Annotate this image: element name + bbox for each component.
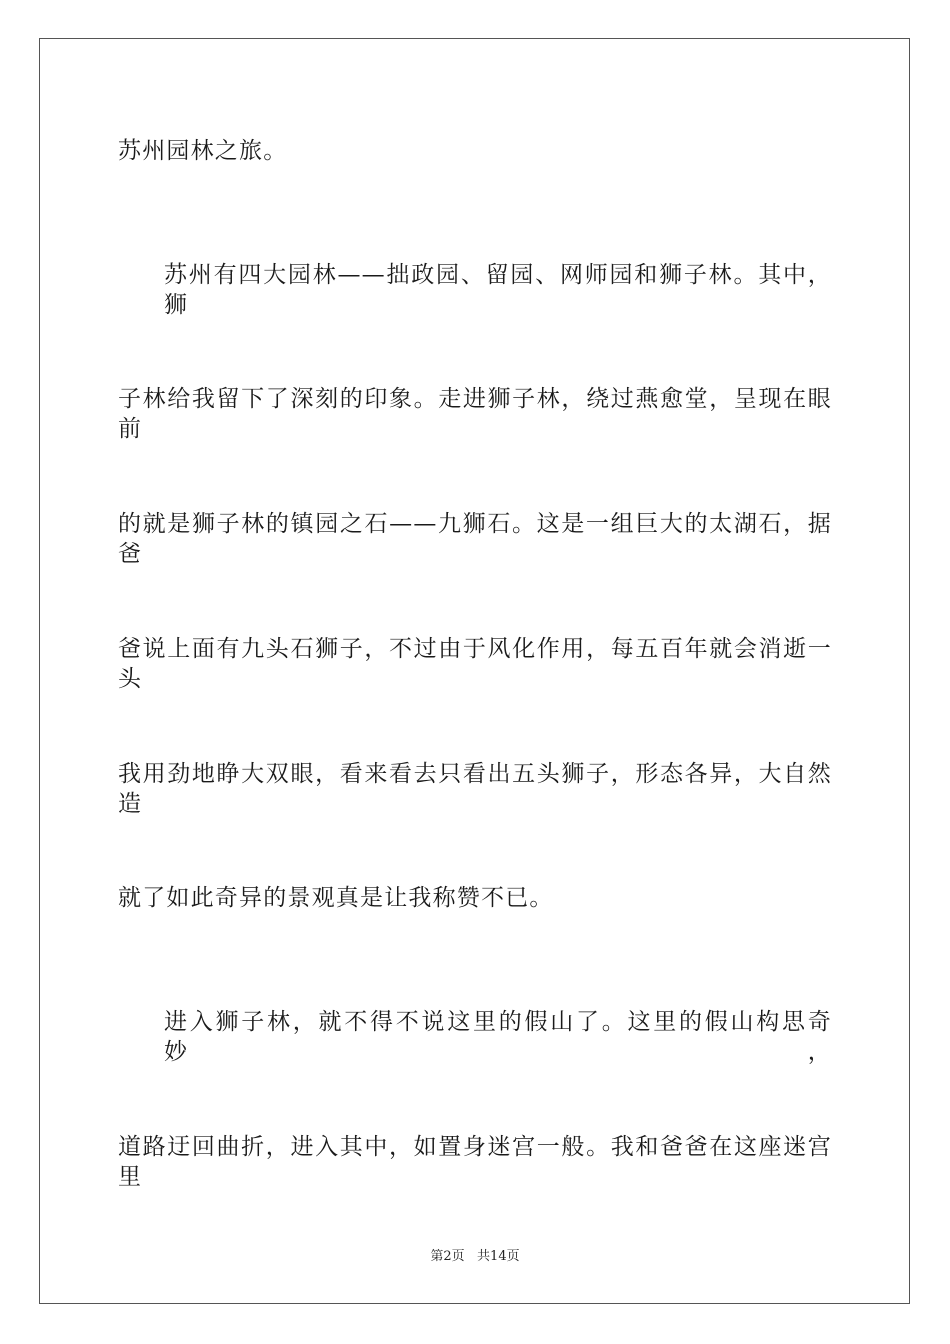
page-number-footer: 第2页 共14页 <box>430 1249 520 1264</box>
text-line-6: 我用劲地睁大双眼，看来看去只看出五头狮子，形态各异，大自然造 <box>118 761 832 817</box>
text-line-5: 爸说上面有九头石狮子，不过由于风化作用，每五百年就会消逝一头 <box>118 636 832 692</box>
text-line-9: 道路迂回曲折，进入其中，如置身迷宫一般。我和爸爸在这座迷宫里 <box>118 1134 832 1190</box>
text-line-1: 苏州园林之旅。 <box>118 138 288 164</box>
text-line-8: 进入狮子林，就不得不说这里的假山了。这里的假山构思奇妙， <box>164 1009 832 1065</box>
page-border <box>39 38 910 1304</box>
text-line-4: 的就是狮子林的镇园之石——九狮石。这是一组巨大的太湖石，据爸 <box>118 511 832 567</box>
text-line-7: 就了如此奇异的景观真是让我称赞不已。 <box>118 885 554 911</box>
text-line-2: 苏州有四大园林——拙政园、留园、网师园和狮子林。其中，狮 <box>164 262 832 318</box>
text-line-3: 子林给我留下了深刻的印象。走进狮子林，绕过燕愈堂，呈现在眼前 <box>118 386 832 442</box>
